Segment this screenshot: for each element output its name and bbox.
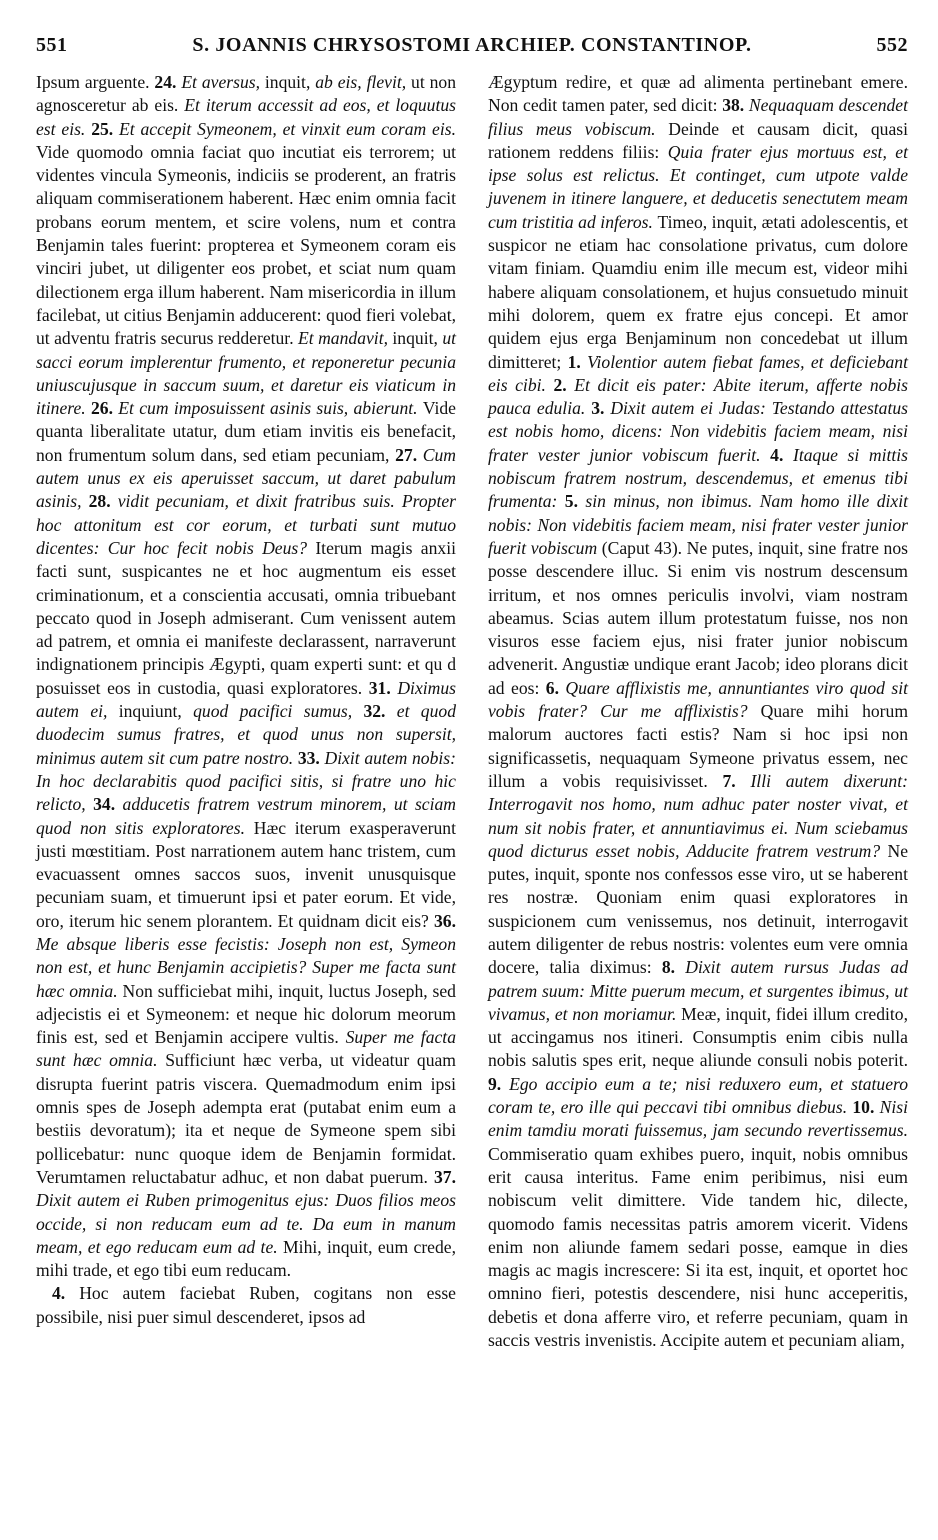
commentary-text: Vide quomodo omnia faciat quo incutiat eis terrorem; ut videntes vincula Symeonis, indiciis se proderent, an fratris aliquam commiserationem haberent. Hæc enim omnia facit probans eorum mentem, et scire volens, num et contra Benjamin tales fuerint: propterea et Symeonem coram eis vinciri jubet, ut diligenter eos probet, et sciat num quam dilectionem erga illum haberent. Nam misericordia in illum facilebat, ut citius Benjamin adducerent: quod fieri volebat, ut adventu fratris securus redderetur.	[36, 141, 456, 349]
scripture-quote: ab eis, flevit,	[315, 72, 412, 92]
verse-number: 6.	[545, 677, 559, 698]
verse-number: 33.	[297, 747, 320, 768]
commentary-text: Ipsum arguente.	[36, 72, 155, 92]
commentary-text: Iterum magis anxii facti sunt, suspicantes ne et hoc augmentum eis esset criminationum, et a conscientia accusati, omnia tribuebant peccato quod in Joseph admiserant. Cum venissent autem ad patrem, et omnia ei manifeste declarassent, narraverunt indignationem principis Ægypti, quam experti sunt: et qu d posuisset eos in custodia, quasi exploratores.	[36, 537, 456, 698]
commentary-text: Ægyptum redire, et quæ ad alimenta pertinebant emere. Non cedit tamen pater, sed dicit:	[488, 72, 908, 116]
scripture-quote: Super me facta sunt hæc omnia.	[36, 1027, 456, 1071]
scripture-quote: Dixit autem ei Ruben primogenitus ejus: Duos filios meos occide, si non reducam eum ad te. Da eum in manum meam, et ego reducam eum ad te.	[36, 1190, 456, 1257]
text-columns	[36, 71, 908, 1352]
scripture-quote: Quare afflixistis me, annuntiantes viro quod sit vobis frater? Cur me afflixistis?	[488, 677, 908, 722]
verse-number: 36.	[434, 910, 456, 931]
commentary-text: inquit,	[264, 72, 316, 92]
verse-number: 27.	[395, 444, 418, 465]
left-column-paragraph-2	[36, 1282, 456, 1329]
scripture-quote: Nisi enim tamdiu morati fuissemus, jam secundo revertissemus.	[488, 1097, 909, 1141]
commentary-text: ut non agnosceretur ab eis.	[36, 72, 456, 116]
scripture-quote: Et accepit Symeonem, et vinxit eum coram eis.	[113, 118, 456, 139]
verse-number: 8.	[661, 957, 676, 978]
verse-number: 1.	[567, 351, 581, 372]
scripture-quote: ut sacci eorum implerentur frumento, et reponeretur pecunia uniuscujusque in saccum suum, et daretur eis viaticum in itinere.	[36, 328, 456, 419]
commentary-text: Hæc iterum exasperaverunt justi mœstitiam. Post narrationem autem hanc tristem, cum evacuassent omnes saccos suos, invenit unusquisque pecuniam suam, et timuerunt ipsi et pater eorum. Et vide, oro, iterum hic senem plorantem. Et quidnam dicit eis?	[36, 817, 456, 931]
commentary-text: Timeo, inquit, ætati adolescentis, et suspicor ne etiam hac consolatione privatus, cum dolore vitam finiam. Quamdiu enim ille mecum est, videor mihi habere aliquam consolationem, et hujus consuetudo minuit mihi dolorem, quem ex fratre ejus concepi. Et amor quidem ejus erga Benjaminum non concedebat ut illum dimitteret;	[488, 211, 909, 372]
left-column	[36, 71, 456, 1352]
left-column-paragraph-1	[36, 71, 456, 1282]
scripture-quote: Dixit autem ei Judas: Testando attestatus est nobis homo, dicens: Non videbitis faciem meam, nisi frater vester junior vobiscum fuerit.	[488, 398, 909, 465]
commentary-text: Mihi, inquit, eum crede, mihi trade, et ego tibi eum reducam.	[36, 1236, 456, 1281]
verse-number: 25.	[91, 118, 114, 139]
scripture-quote: Et mandavit,	[298, 328, 393, 349]
scripture-quote: Ego accipio eum a te; nisi reduxero eum, et statuero coram te, ero ille qui peccavi tibi omnibus diebus.	[488, 1073, 908, 1118]
left-page-number: 551	[36, 34, 68, 56]
commentary-text: Non sufficiebat mihi, inquit, luctus Joseph, sed adjecistis ei et Symeonem: et neque hic dolorum meorum finis est, sed et Benjamin accipere vultis.	[36, 980, 456, 1048]
scripture-quote: quod pacifici sumus,	[193, 701, 364, 722]
scripture-quote: Et iterum accessit ad eos, et loquutus est eis.	[36, 95, 456, 139]
verse-number: 7.	[722, 770, 736, 791]
scripture-quote: Illi autem dixerunt: Interrogavit nos homo, num adhuc pater noster vivat, et num sit nobis frater, et annuntiavimus ei. Num sciebamus quod dicturus esset nobis, Adducite fratrem vestrum?	[488, 770, 908, 861]
verse-number: 10.	[852, 1097, 875, 1118]
scripture-quote: Dixit autem nobis: In hoc declarabitis quod pacifici sitis, si fratre uno hic relicto,	[36, 747, 456, 815]
scripture-quote: Nequaquam descendet filius meus vobiscum.	[488, 95, 908, 139]
right-column-paragraph	[488, 71, 908, 1352]
scripture-quote: Quia frater ejus mortuus est, et ipse solus est relictus. Et continget, cum utpote valde juvenem in itinere languere, et deducetis senectutem meam cum tristitia ad inferos.	[488, 141, 908, 232]
commentary-text: (Caput 43). Ne putes, inquit, sine fratre nos posse descendere illuc. Si enim vis nostrum descensum irritum, et nos omnes periculis involvi, viam nostram abeamus. Scias autem illum protestatum fuisse, nos non visuros esse faciem ejus, nisi frater junior nobiscum advenerit. Angustiæ undique erant Jacob; ideo plorans dicit ad eos:	[488, 537, 908, 698]
scripture-quote: Dixit autem rursus Judas ad patrem suum: Mitte puerum mecum, et surgentes ibimus, ut vivamus, et non moriamur.	[488, 957, 908, 1024]
verse-number: 2.	[553, 374, 567, 395]
verse-number: 5.	[564, 491, 578, 512]
commentary-text: inquiunt,	[118, 701, 194, 722]
commentary-text: Deinde et causam dicit, quasi rationem reddens filiis:	[488, 118, 908, 162]
scripture-quote: Cum autem unus ex eis aperuisset saccum, ut daret pabulum asinis,	[36, 444, 456, 512]
running-title: S. JOANNIS CHRYSOSTOMI ARCHIEP. CONSTANTINOP.	[192, 34, 752, 56]
page-header	[36, 34, 908, 57]
scripture-quote: adducetis fratrem vestrum minorem, ut sciam quod non sitis exploratores.	[36, 794, 456, 838]
scripture-quote: Violentior autem fiebat fames, et deficiebant eis cibi.	[488, 351, 908, 395]
verse-number: 32.	[363, 701, 386, 722]
commentary-text: Quare mihi horum malorum auctores facti estis? Nam si hoc ipsi non significassetis, nequaquam Symeone privatus essem, nec illum a vobis requisivisset.	[488, 701, 908, 791]
scripture-quote: Et aversus,	[176, 72, 265, 92]
commentary-text: Ne putes, inquit, sponte nos confessos esse viro, ut se haberent res nostræ. Quoniam enim quasi exploratores in suspicionem cum venissemus, nos detinuit, interrogavit autem diligenter de rebus nostris: volentes eum vere omnia docere, talia diximus:	[488, 840, 908, 978]
scripture-quote: Diximus autem ei,	[36, 677, 456, 722]
right-column	[488, 71, 908, 1352]
verse-number: 37.	[434, 1166, 456, 1187]
verse-number: 9.	[488, 1073, 502, 1094]
scripture-quote: vidit pecuniam, et dixit fratribus suis. Propter hoc attonitum est cor eorum, et turbati sunt mutuo dicentes: Cur hoc fecit nobis Deus?	[36, 491, 456, 558]
scripture-quote: Itaque si mittis nobiscum fratrem nostrum, descendemus, et emenus tibi frumenta:	[488, 444, 908, 512]
commentary-text: Sufficiunt hæc verba, ut videatur quam disrupta fuerint patris viscera. Quemadmodum enim ipsi omnis spes de Joseph adempta erat (putabat enim eum a bestiis devoratum); ita et neque de Symeone spem sibi pollicebatur: nunc quoque idem de Benjamin formidat. Verumtamen reluctabatur adhuc, et non dabat puerum.	[36, 1050, 456, 1187]
scripture-quote: Me absque liberis esse fecistis: Joseph non est, Symeon non est, et hunc Benjamin accipietis? Super me facta sunt hæc omnia.	[36, 933, 456, 1001]
verse-number: 26.	[90, 398, 113, 419]
verse-number: 3.	[591, 398, 605, 419]
verse-number: 38.	[722, 95, 745, 116]
verse-number: 31.	[368, 677, 391, 698]
verse-number: 34.	[93, 794, 116, 815]
commentary-text: Commiseratio quam exhibes puero, inquit, nobis omnibus erit causa interitus. Fame enim peribimus, nisi eum nobiscum velit dimittere. Vide tandem hic, dilecte, quomodo famis necessitas patris amorem vicerit. Videns enim non aliunde famem sedari posse, eamque in dies magis ac magis increscere: Si ita est, inquit, et oportet hoc omnino fieri, potestis descendere, nisi hunc acceperitis, debetis et dona afferre viro, et referre pecuniam, quam in saccis vestris invenistis. Accipite autem et pecuniam aliam,	[488, 1143, 908, 1351]
commentary-text: Vide quanta liberalitate utatur, dum etiam invitis eis benefacit, non frumentum solum dans, sed etiam pecuniam,	[36, 398, 456, 465]
right-page-number: 552	[876, 34, 908, 56]
verse-number: 4.	[52, 1283, 66, 1304]
scripture-quote: et quod duodecim sumus fratres, et quod unus non supersit, minimus autem sit cum patre nostro.	[36, 701, 456, 768]
scripture-quote: Et dicit eis pater: Abite iterum, afferte nobis pauca edulia.	[488, 374, 908, 419]
scripture-quote: sin minus, non ibimus. Nam homo ille dixit nobis: Non videbitis faciem meam, nisi frater vester junior fuerit vobiscum	[488, 491, 908, 558]
scripture-quote: Et cum imposuissent asinis suis, abierunt.	[112, 398, 423, 419]
verse-number: 28.	[88, 491, 111, 512]
verse-number: 4.	[770, 444, 784, 465]
commentary-text: Hoc autem faciebat Ruben, cogitans non esse possibile, nisi puer simul descenderet, ipsos ad	[36, 1283, 456, 1327]
commentary-text: Meæ, inquit, fidei illum credito, ut accingamus nos itineri. Consumptis enim cibis nulla nobis salutis spes erit, neque aliunde consuli nobis poterit.	[488, 1003, 908, 1071]
commentary-text: inquit,	[392, 328, 443, 349]
verse-number: 24.	[154, 72, 177, 92]
